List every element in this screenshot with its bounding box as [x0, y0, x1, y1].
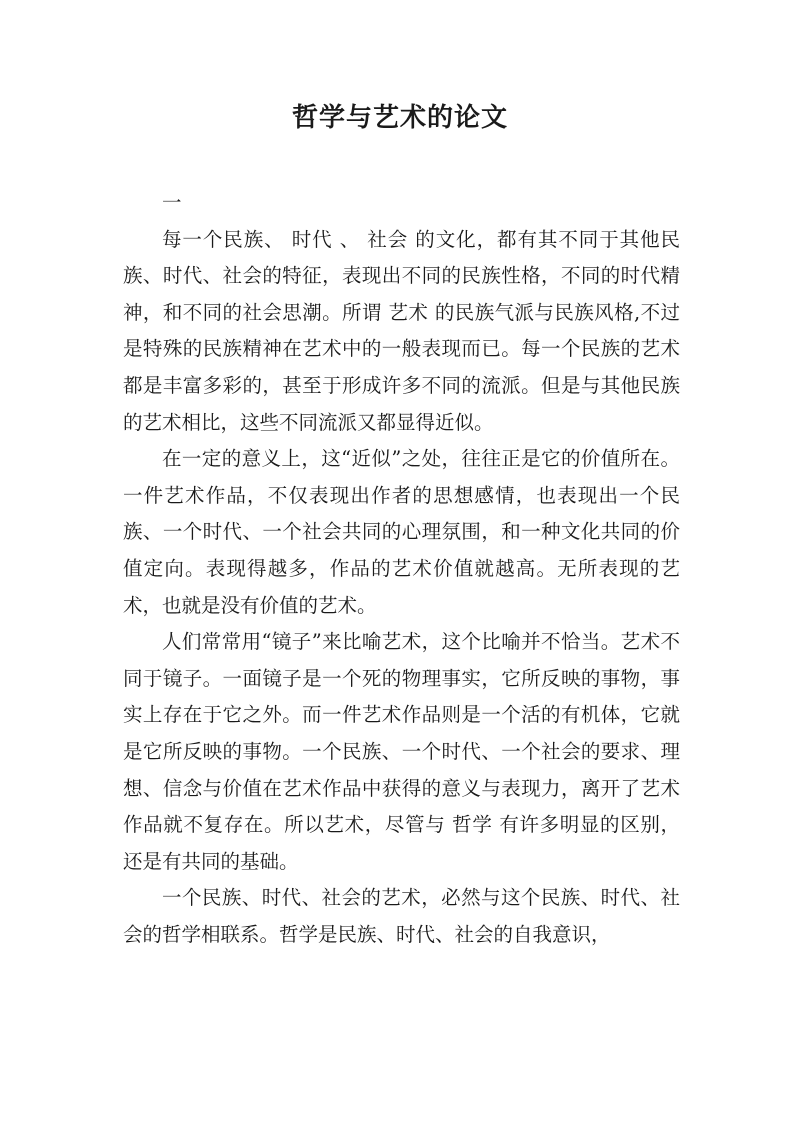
document-title: 哲学与艺术的论文 — [291, 103, 508, 133]
section-number: 一 — [162, 191, 182, 214]
paragraph-3: 人们常常用“镜子”来比喻艺术，这个比喻并不恰当。艺术不同于镜子。一面镜子是一个死的物理事实，它所反映的事物，事实上存在于它之外。而一件艺术作品则是一个活的有机体，它就是它所反映的事物。一个民族、一个时代、一个社会的要求、理想、信念与价值在艺术作品中获得的意义与表现力，离开了艺术作品就不复存在。所以艺术，尽管与 哲学 有许多明显的区别，还是有共同的基础。 — [123, 630, 680, 873]
paragraph-4: 一个民族、时代、社会的艺术，必然与这个民族、时代、社会的哲学相联系。哲学是民族、时代、社会的自我意识， — [123, 886, 680, 946]
paragraph-1: 每一个民族、 时代 、 社会 的文化，都有其不同于其他民族、时代、社会的特征，表现出不同的民族性格，不同的时代精神，和不同的社会思潮。所谓 艺术 的民族气派与民族风格,不过是特殊的民族精神在艺术中的一般表现而已。每一个民族的艺术都是丰富多彩的，甚至于形成许多不同的流派。但是与其他民族的艺术相比，这些不同流派又都显得近似。 — [123, 227, 680, 434]
document-body — [123, 185, 680, 953]
paragraph-2: 在一定的意义上，这“近似”之处，往往正是它的价值所在。一件艺术作品，不仅表现出作者的思想感情，也表现出一个民族、一个时代、一个社会共同的心理氛围，和一种文化共同的价值定向。表现得越多，作品的艺术价值就越高。无所表现的艺术，也就是没有价值的艺术。 — [123, 447, 680, 617]
